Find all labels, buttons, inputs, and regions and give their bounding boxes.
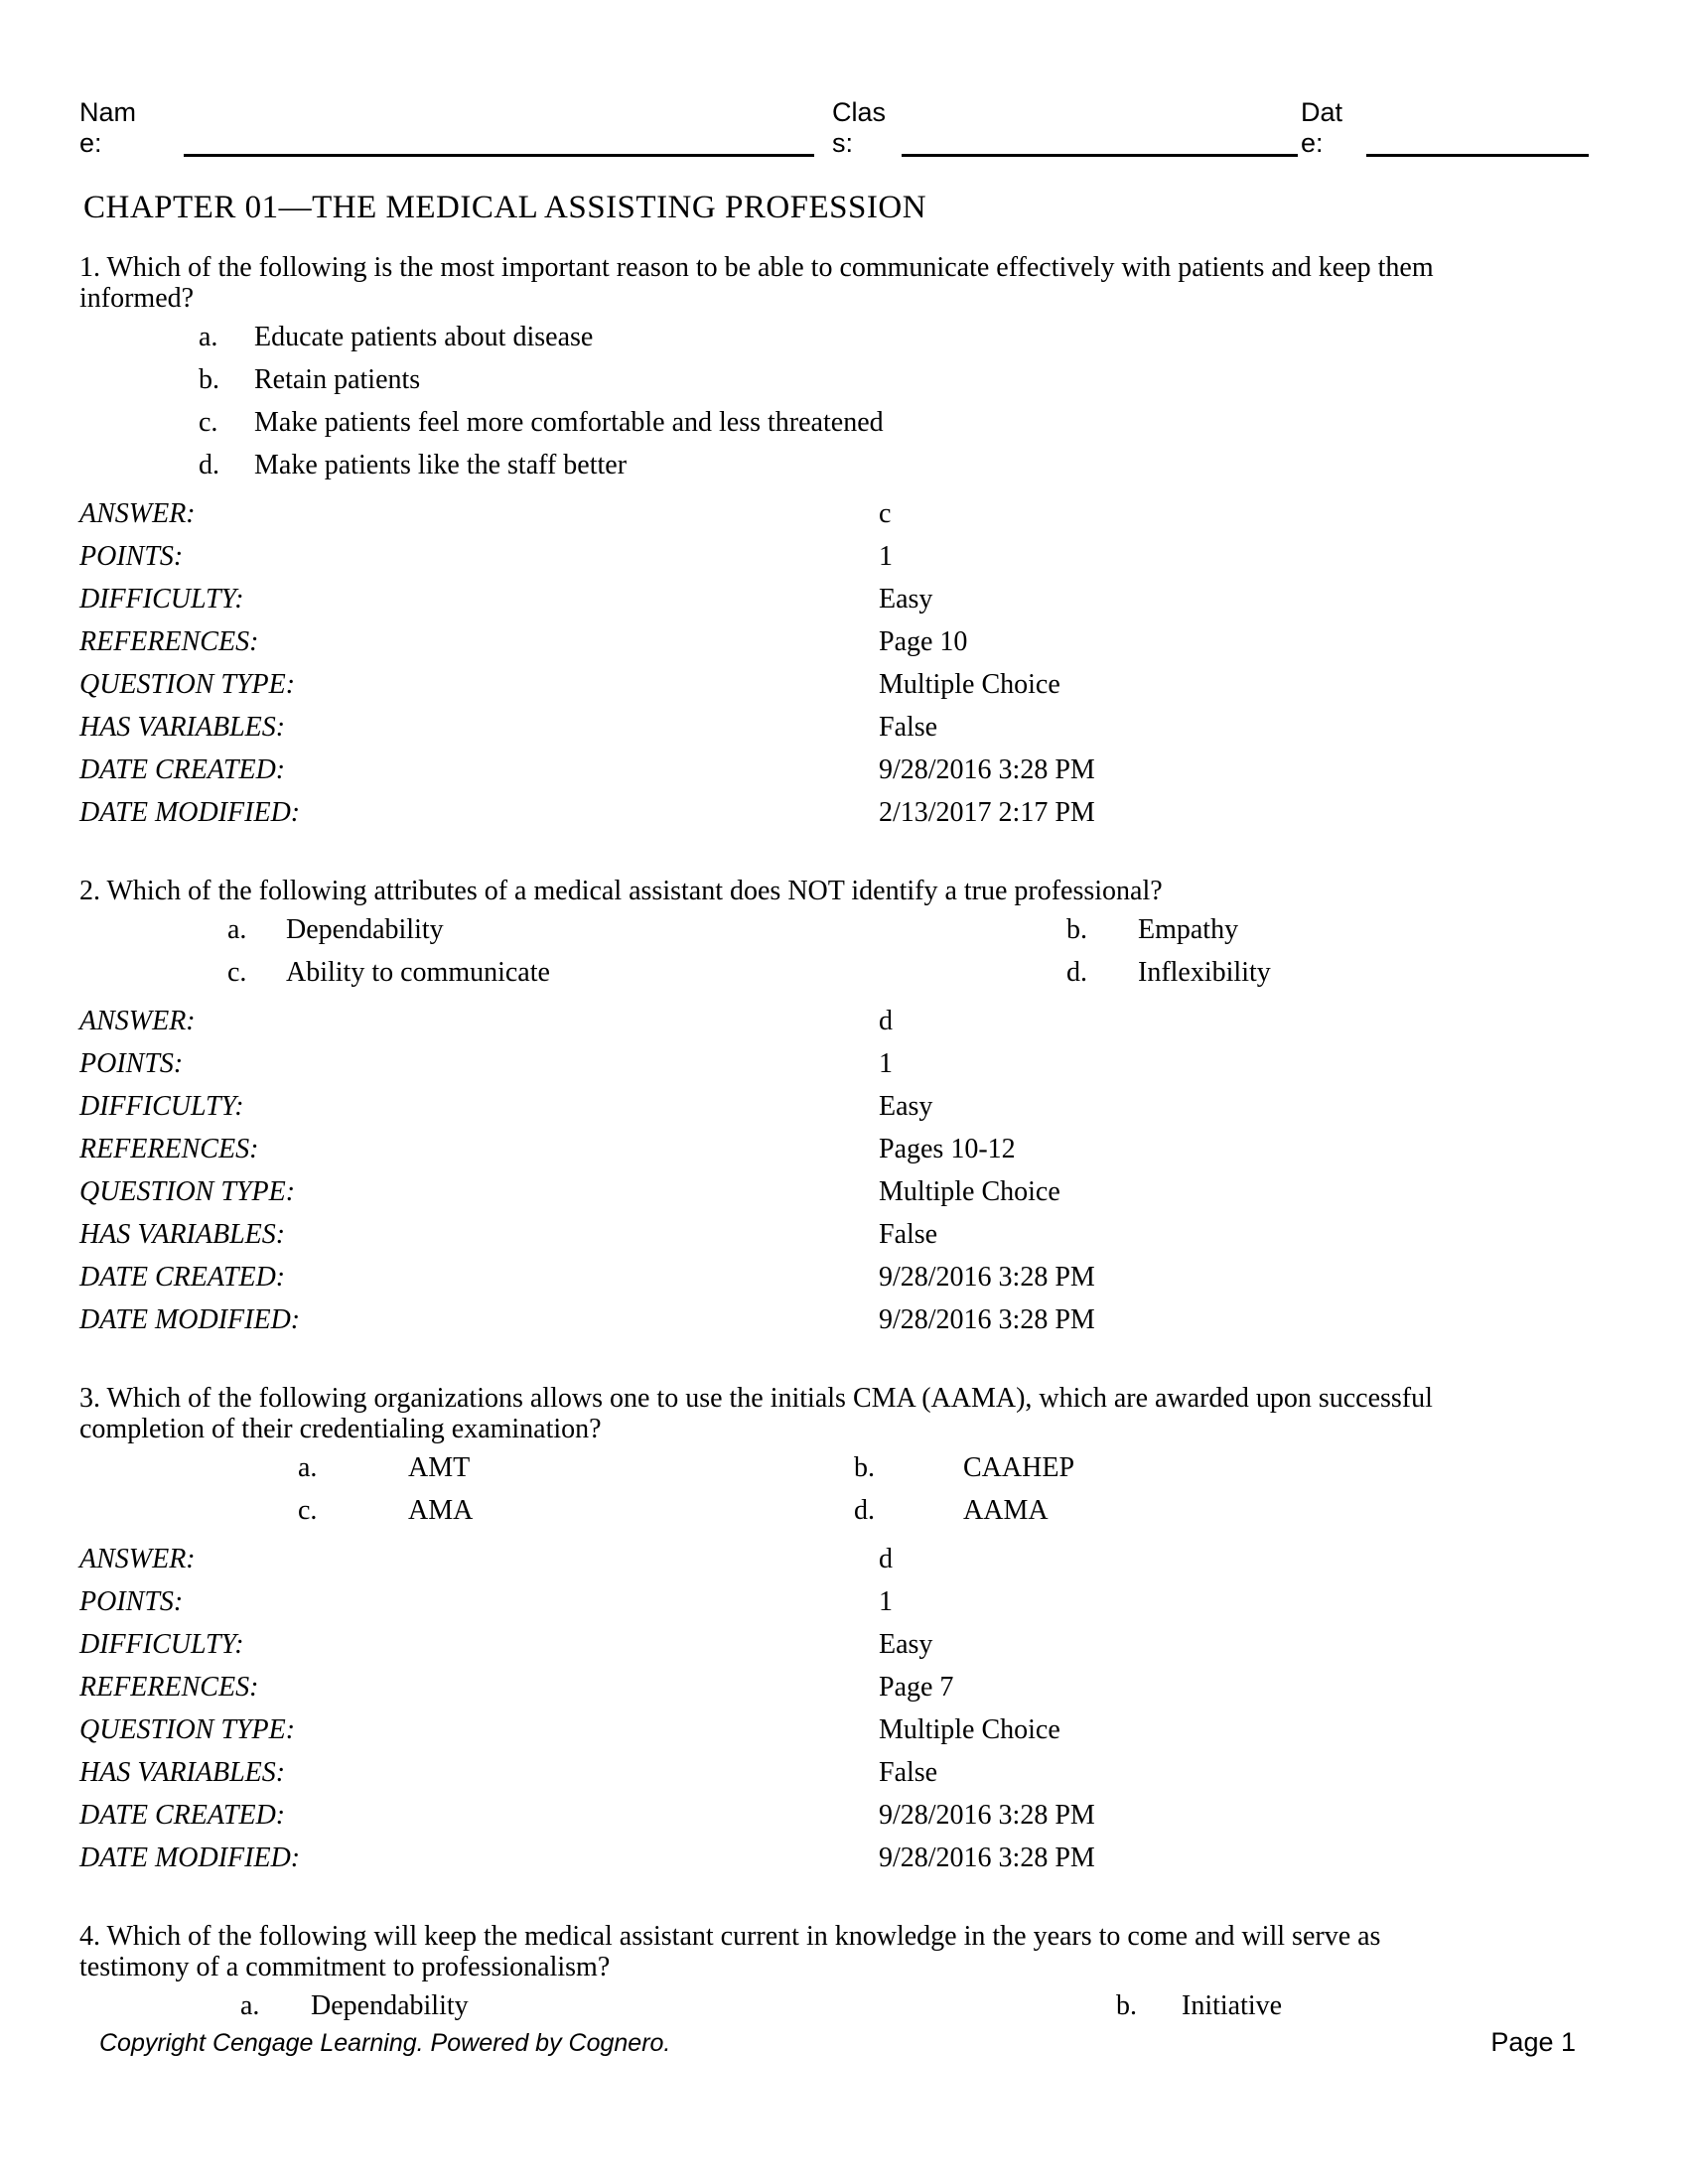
question-1-text <box>79 252 1609 314</box>
meta-label: REFERENCES: <box>79 625 259 657</box>
meta-row-answer <box>79 1000 1609 1042</box>
meta-label: POINTS: <box>79 1585 184 1617</box>
meta-row-points <box>79 1042 1609 1085</box>
meta-row-difficulty <box>79 578 1609 620</box>
meta-value: 9/28/2016 3:28 PM <box>879 1842 1095 1873</box>
option-cell <box>79 1495 854 1527</box>
option-text: Initiative <box>1182 1989 1283 2021</box>
question-text-line: 1. Which of the following is the most important reason to be able to communicate effectively with patients and keep them <box>79 252 1434 283</box>
meta-value: 9/28/2016 3:28 PM <box>879 1303 1095 1335</box>
meta-row-references <box>79 620 1609 663</box>
meta-value: 9/28/2016 3:28 PM <box>879 753 1095 785</box>
question-1 <box>79 252 1609 834</box>
question-text-line: informed? <box>79 283 195 314</box>
option-cell <box>79 1452 854 1484</box>
meta-label: DATE CREATED: <box>79 1799 286 1831</box>
option-cell <box>79 914 1066 946</box>
option-letter: b. <box>1066 913 1087 945</box>
option-letter: a. <box>199 321 218 352</box>
option-letter: c. <box>227 956 247 988</box>
question-4 <box>79 1921 1609 2027</box>
question-4-options <box>79 1984 1609 2027</box>
name-blank-line <box>184 154 814 157</box>
option-text: AAMA <box>963 1494 1049 1526</box>
option-text: Retain patients <box>254 363 421 395</box>
meta-row-date-modified <box>79 1298 1609 1341</box>
question-3-metadata <box>79 1538 1609 1879</box>
option-row <box>79 358 1609 401</box>
meta-value: c <box>879 497 892 529</box>
option-text: Educate patients about disease <box>254 321 594 352</box>
meta-row-answer <box>79 1538 1609 1580</box>
header-row <box>79 97 1609 159</box>
option-letter: c. <box>298 1494 318 1526</box>
meta-row-difficulty <box>79 1623 1609 1666</box>
meta-row-points <box>79 1580 1609 1623</box>
name-label: Name: <box>79 97 137 158</box>
meta-value: False <box>879 711 938 743</box>
class-label: Class: <box>832 97 887 158</box>
question-3-text <box>79 1383 1609 1444</box>
option-letter: b. <box>1116 1989 1137 2021</box>
question-text-line: 2. Which of the following attributes of a medical assistant does NOT identify a true professional? <box>79 876 1163 906</box>
meta-value: Multiple Choice <box>879 668 1060 700</box>
meta-label: DIFFICULTY: <box>79 1628 244 1660</box>
meta-label: REFERENCES: <box>79 1133 259 1164</box>
option-row <box>79 316 1609 358</box>
meta-label: DATE MODIFIED: <box>79 796 301 828</box>
meta-row-answer <box>79 492 1609 535</box>
meta-row-points <box>79 535 1609 578</box>
question-2 <box>79 876 1609 1341</box>
meta-value: Pages 10-12 <box>879 1133 1016 1164</box>
option-cell <box>854 1452 1074 1484</box>
meta-row-has-variables <box>79 1751 1609 1794</box>
question-1-options <box>79 316 1609 486</box>
meta-row-date-created <box>79 1794 1609 1837</box>
option-letter: b. <box>199 363 219 395</box>
option-text: CAAHEP <box>963 1451 1075 1483</box>
meta-label: DATE MODIFIED: <box>79 1842 301 1873</box>
meta-value: Easy <box>879 583 933 614</box>
meta-row-has-variables <box>79 706 1609 749</box>
option-text: Make patients feel more comfortable and less threatened <box>254 406 884 438</box>
option-row <box>79 1984 1609 2027</box>
question-2-metadata <box>79 1000 1609 1341</box>
meta-label: DIFFICULTY: <box>79 1090 244 1122</box>
meta-value: 1 <box>879 1585 893 1617</box>
meta-value: 1 <box>879 1047 893 1079</box>
meta-value: d <box>879 1543 893 1574</box>
option-letter: a. <box>298 1451 318 1483</box>
meta-row-question-type <box>79 1708 1609 1751</box>
option-cell <box>79 1990 1116 2022</box>
meta-label: QUESTION TYPE: <box>79 1713 296 1745</box>
option-text: Ability to communicate <box>286 956 550 988</box>
meta-label: HAS VARIABLES: <box>79 1756 286 1788</box>
meta-value: Easy <box>879 1090 933 1122</box>
meta-label: DATE MODIFIED: <box>79 1303 301 1335</box>
meta-label: DIFFICULTY: <box>79 583 244 614</box>
option-row <box>79 1446 1609 1489</box>
meta-value: 2/13/2017 2:17 PM <box>879 796 1095 828</box>
option-row <box>79 1489 1609 1532</box>
meta-row-question-type <box>79 1170 1609 1213</box>
option-text: AMA <box>408 1494 474 1526</box>
meta-label: ANSWER: <box>79 1543 196 1574</box>
meta-label: QUESTION TYPE: <box>79 1175 296 1207</box>
option-row <box>79 951 1609 994</box>
option-letter: c. <box>199 406 218 438</box>
option-cell <box>1066 957 1271 989</box>
meta-label: DATE CREATED: <box>79 753 286 785</box>
meta-value: 9/28/2016 3:28 PM <box>879 1799 1095 1831</box>
option-text: Inflexibility <box>1138 956 1271 988</box>
question-4-text <box>79 1921 1609 1982</box>
meta-value: False <box>879 1756 938 1788</box>
meta-label: QUESTION TYPE: <box>79 668 296 700</box>
question-3 <box>79 1383 1609 1879</box>
footer-copyright: Copyright Cengage Learning. Powered by Cognero. <box>99 2029 671 2057</box>
page-footer <box>79 2027 1609 2058</box>
meta-value: Page 10 <box>879 625 968 657</box>
question-text-line: 3. Which of the following organizations allows one to use the initials CMA (AAMA), which are awarded upon successful <box>79 1383 1433 1414</box>
meta-row-date-modified <box>79 1837 1609 1879</box>
meta-value: 1 <box>879 540 893 572</box>
option-row <box>79 401 1609 444</box>
meta-row-references <box>79 1128 1609 1170</box>
option-text: Dependability <box>311 1989 469 2021</box>
meta-value: Page 7 <box>879 1671 954 1703</box>
meta-label: REFERENCES: <box>79 1671 259 1703</box>
meta-label: ANSWER: <box>79 1005 196 1036</box>
question-2-text <box>79 876 1609 906</box>
option-cell <box>854 1495 1049 1527</box>
meta-value: d <box>879 1005 893 1036</box>
meta-row-has-variables <box>79 1213 1609 1256</box>
option-letter: b. <box>854 1451 875 1483</box>
class-blank-line <box>902 154 1298 157</box>
meta-label: POINTS: <box>79 1047 184 1079</box>
option-text: Dependability <box>286 913 444 945</box>
option-letter: a. <box>240 1989 260 2021</box>
option-text: Empathy <box>1138 913 1239 945</box>
option-cell <box>1066 914 1238 946</box>
question-3-options <box>79 1446 1609 1532</box>
option-text: AMT <box>408 1451 471 1483</box>
meta-row-date-created <box>79 749 1609 791</box>
meta-row-references <box>79 1666 1609 1708</box>
question-text-line: testimony of a commitment to professionalism? <box>79 1952 611 1982</box>
meta-label: DATE CREATED: <box>79 1261 286 1293</box>
option-row <box>79 444 1609 486</box>
meta-row-date-modified <box>79 791 1609 834</box>
option-cell <box>79 957 1066 989</box>
option-letter: d. <box>1066 956 1087 988</box>
option-letter: a. <box>227 913 247 945</box>
date-label: Date: <box>1301 97 1343 158</box>
meta-row-question-type <box>79 663 1609 706</box>
page-number: Page 1 <box>1490 2027 1576 2057</box>
meta-value: Multiple Choice <box>879 1175 1060 1207</box>
meta-value: 9/28/2016 3:28 PM <box>879 1261 1095 1293</box>
option-cell <box>1116 1990 1282 2022</box>
meta-row-difficulty <box>79 1085 1609 1128</box>
meta-label: ANSWER: <box>79 497 196 529</box>
option-text: Make patients like the staff better <box>254 449 628 480</box>
meta-row-date-created <box>79 1256 1609 1298</box>
question-text-line: completion of their credentialing examination? <box>79 1414 602 1444</box>
meta-label: HAS VARIABLES: <box>79 1218 286 1250</box>
question-1-metadata <box>79 492 1609 834</box>
question-2-options <box>79 908 1609 994</box>
chapter-title: CHAPTER 01—THE MEDICAL ASSISTING PROFESSION <box>83 190 927 225</box>
meta-label: POINTS: <box>79 540 184 572</box>
question-text-line: 4. Which of the following will keep the medical assistant current in knowledge in the years to come and will serve as <box>79 1921 1381 1952</box>
meta-label: HAS VARIABLES: <box>79 711 286 743</box>
option-letter: d. <box>199 449 219 480</box>
date-blank-line <box>1366 154 1589 157</box>
option-letter: d. <box>854 1494 875 1526</box>
option-row <box>79 908 1609 951</box>
meta-value: Easy <box>879 1628 933 1660</box>
meta-value: Multiple Choice <box>879 1713 1060 1745</box>
meta-value: False <box>879 1218 938 1250</box>
